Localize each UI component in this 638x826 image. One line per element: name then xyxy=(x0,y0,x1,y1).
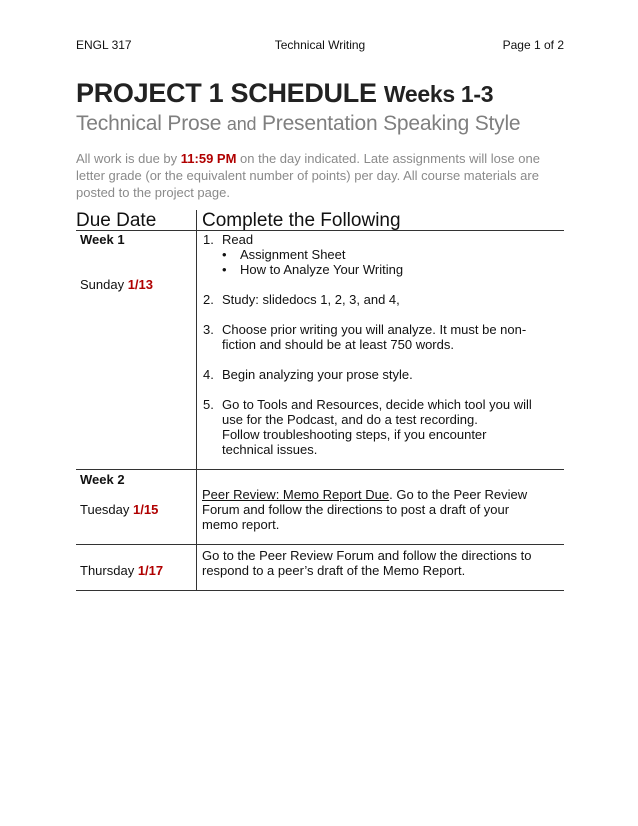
tuesday-bottom-rule xyxy=(76,544,564,545)
intro-paragraph xyxy=(76,150,564,201)
week2-label: Week 2 xyxy=(80,472,125,487)
week1-label: Week 1 xyxy=(80,232,125,247)
item-number: 1. xyxy=(203,232,214,247)
subtitle-part1: Technical Prose xyxy=(76,112,222,135)
intro-after: on the day indicated. Late assignments will lose one letter grade (or the equivalent number of points) per day. All course materials are posted to the project page. xyxy=(76,151,540,200)
table-column-divider xyxy=(196,210,197,590)
subtitle-and: and xyxy=(226,114,257,134)
week1-due-sunday: Sunday 1/13 xyxy=(80,277,154,292)
item-tools-line4: technical issues. xyxy=(222,442,318,457)
peer-review-link[interactable]: Peer Review: Memo Report Due xyxy=(202,487,390,502)
item-number: 3. xyxy=(203,322,214,337)
table-header-rule xyxy=(76,230,564,231)
document-title xyxy=(76,78,564,109)
document-subtitle xyxy=(76,112,564,136)
thursday-task-line1: Go to the Peer Review Forum and follow the directions to xyxy=(202,548,532,563)
tuesday-task-line3: memo report. xyxy=(202,517,280,532)
course-subject: Technical Writing xyxy=(274,38,366,52)
table-bottom-rule xyxy=(76,590,564,591)
week1-date: 1/13 xyxy=(127,277,154,292)
col-header-due-date: Due Date xyxy=(76,210,157,231)
item-study: Study: slidedocs 1, 2, 3, and 4, xyxy=(222,292,400,307)
read-bullet-assignment: Assignment Sheet xyxy=(240,247,346,262)
page-number: Page 1 of 2 xyxy=(502,38,564,52)
bullet-icon: • xyxy=(222,247,227,262)
due-time: 11:59 PM xyxy=(180,151,237,166)
read-bullet-analyze: How to Analyze Your Writing xyxy=(240,262,404,277)
item-tools-line2: use for the Podcast, and do a test recording. xyxy=(222,412,478,427)
item-choose-line1: Choose prior writing you will analyze. It must be non- xyxy=(222,322,527,337)
col-header-complete: Complete the Following xyxy=(202,210,401,231)
item-read: Read xyxy=(222,232,254,247)
intro-before: All work is due by xyxy=(76,151,181,166)
week2-tue-date: 1/15 xyxy=(133,502,159,517)
week2-due-tuesday: Tuesday 1/15 xyxy=(80,502,159,517)
week2-due-thursday: Thursday 1/17 xyxy=(80,563,164,578)
course-code: ENGL 317 xyxy=(76,38,132,52)
subtitle-part2: Presentation Speaking Style xyxy=(261,112,521,135)
item-tools-line1: Go to Tools and Resources, decide which tool you will xyxy=(222,397,532,412)
title-weeks: Weeks 1-3 xyxy=(383,81,494,107)
item-begin: Begin analyzing your prose style. xyxy=(222,367,413,382)
item-number: 5. xyxy=(203,397,214,412)
bullet-icon: • xyxy=(222,262,227,277)
week1-bottom-rule xyxy=(76,469,564,470)
item-tools-line3: Follow troubleshooting steps, if you encounter xyxy=(222,427,487,442)
tuesday-task-line2: Forum and follow the directions to post a draft of your xyxy=(202,502,510,517)
week2-thu-date: 1/17 xyxy=(137,563,164,578)
item-number: 4. xyxy=(203,367,214,382)
tuesday-task-line1: Peer Review: Memo Report Due. Go to the Peer Review xyxy=(202,487,528,502)
title-main: PROJECT 1 SCHEDULE xyxy=(76,78,377,108)
item-number: 2. xyxy=(203,292,214,307)
thursday-task-line2: respond to a peer’s draft of the Memo Report. xyxy=(202,563,466,578)
item-choose-line2: fiction and should be at least 750 words. xyxy=(222,337,454,352)
page-header xyxy=(76,38,564,54)
